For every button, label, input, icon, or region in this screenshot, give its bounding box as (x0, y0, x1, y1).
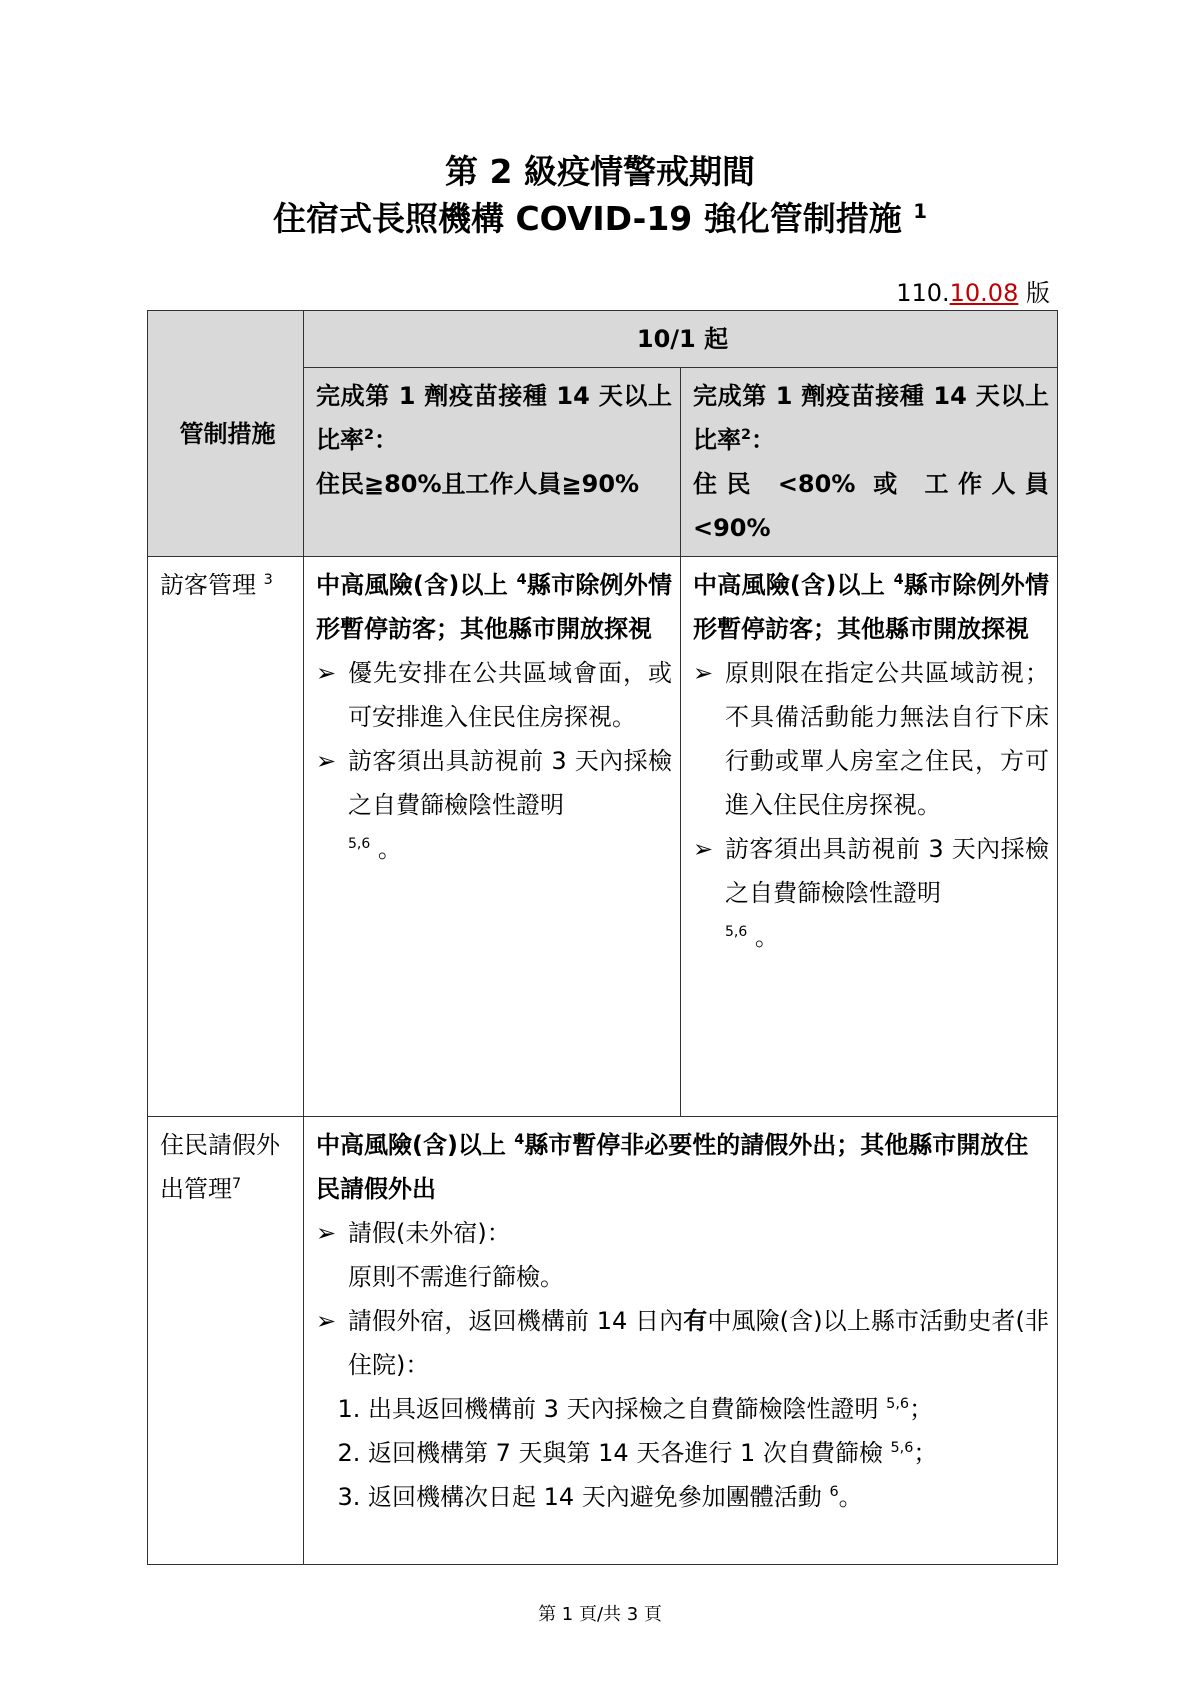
visitor-a-lead: 中高風險(含)以上 $^4$縣市除例外情形暫停訪客；其他縣市開放探視 (316, 571, 673, 643)
period-header: 10/1 起 (304, 311, 1058, 368)
title-line2: 住宿式長照機構 COVID-19 強化管制措施 $^1$ (272, 199, 928, 238)
row-visitor-label: 訪客管理 $^3$ (148, 557, 304, 1117)
leave-item-1: ➢ 請假(未外宿)： 原則不需進行篩檢。 (316, 1211, 1049, 1299)
control-measures-table (147, 310, 1058, 1565)
visitor-a-item-2: ➢ 訪客須出具訪視前 3 天內採檢之自費篩檢陰性證明 $^{5,6}$ 。 (316, 739, 672, 871)
visitor-b-lead: 中高風險(含)以上 $^4$縣市除例外情形暫停訪客；其他縣市開放探視 (693, 571, 1050, 643)
page-footer: 第 1 頁/共 3 頁 (538, 1604, 662, 1625)
visitor-b-item-2: ➢ 訪客須出具訪視前 3 天內採檢之自費篩檢陰性證明 $^{5,6}$ 。 (693, 827, 1049, 959)
row-visitor-col-a (304, 557, 681, 1117)
rowhead-label: 管制措施 (148, 311, 304, 557)
row-leave-label: 住民請假外出管理$^7$ (148, 1117, 304, 1565)
visitor-a-item-1: ➢ 優先安排在公共區域會面，或可安排進入住民住房探視。 (316, 651, 672, 739)
visitor-b-item-1: ➢ 原則限在指定公共區域訪視；不具備活動能力無法自行下床行動或單人房室之住民，方可進入住民住房探視。 (693, 651, 1049, 827)
title-line1: 第 2 級疫情警戒期間 (445, 152, 755, 191)
col-a-header: 完成第 1 劑疫苗接種 14 天以上比率$^2$： 住民≧80%且工作人員≧90% (304, 368, 681, 557)
col-b-header: 完成第 1 劑疫苗接種 14 天以上比率$^2$： 住民 <80% 或 工作人員 <90% (681, 368, 1058, 557)
leave-subitem-2: 2. 返回機構第 7 天與第 14 天各進行 1 次自費篩檢 $^{5,6}$； (368, 1431, 1049, 1475)
leave-lead: 中高風險(含)以上 $^4$縣市暫停非必要性的請假外出；其他縣市開放住民請假外出 (316, 1131, 1029, 1203)
leave-subitem-1: 1. 出具返回機構前 3 天內採檢之自費篩檢陰性證明 $^{5,6}$； (368, 1387, 1049, 1431)
leave-item-2: ➢ 請假外宿，返回機構前 14 日內有中風險(含)以上縣市活動史者(非住院)： (316, 1299, 1049, 1387)
row-visitor-col-b (681, 557, 1058, 1117)
row-leave-content (304, 1117, 1058, 1565)
leave-subitem-3: 3. 返回機構次日起 14 天內避免參加團體活動 $^6$。 (368, 1475, 1049, 1519)
version-label: 110.10.08 版 (896, 279, 1050, 307)
